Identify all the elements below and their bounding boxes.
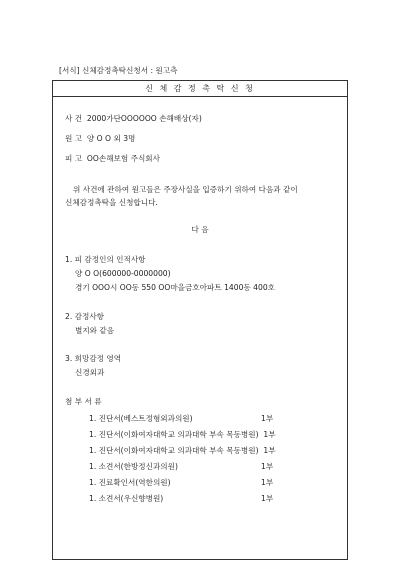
section1-name: 양 O O(600000-0000000) — [75, 269, 171, 278]
next-heading: 다 음 — [191, 225, 209, 234]
attachment-item — [89, 414, 273, 423]
attachment-name: 1. 소견서(우신향병원) — [89, 494, 164, 503]
section1-heading: 1. 피 감정인의 인적사항 — [65, 255, 146, 264]
section3-heading: 3. 희망감정 영역 — [65, 354, 122, 363]
defendant-row — [65, 154, 160, 163]
attachment-item — [89, 462, 273, 471]
document-title: 신 체 감 정 촉 탁 신 청 — [53, 81, 347, 97]
plaintiff-label: 원 고 — [65, 134, 83, 143]
attachment-item — [89, 446, 276, 455]
attachment-qty: 1부 — [261, 494, 274, 503]
section2-content: 별지와 같음 — [75, 326, 115, 335]
attachment-qty: 1부 — [261, 478, 274, 487]
defendant-value: OO손해보험 주식회사 — [86, 154, 160, 163]
attachment-name: 1. 진단서(이화여자대학교 의과대학 부속 목동병원) — [89, 446, 259, 455]
attachment-name: 1. 진단서(베스트정형외과의원) — [89, 414, 193, 423]
attachments-heading: 첨 부 서 류 — [65, 397, 102, 406]
attachment-item — [89, 494, 273, 503]
case-label: 사 건 — [65, 114, 83, 123]
plaintiff-value: 양 O O 외 3명 — [86, 134, 136, 143]
attachment-qty: 1부 — [261, 462, 274, 471]
attachment-item — [89, 478, 273, 487]
form-caption: [서식] 신체감정촉탁신청서 : 원고측 — [59, 66, 178, 75]
attachment-qty: 1부 — [263, 446, 276, 455]
attachment-name: 1. 소견서(한방정신과의원) — [89, 462, 178, 471]
attachment-name: 1. 진료확인서(역한의원) — [89, 478, 171, 487]
document-frame — [52, 80, 348, 560]
intro-line-2: 신체감정촉탁을 신청합니다. — [65, 198, 158, 207]
section3-content: 신경외과 — [75, 368, 105, 377]
section2-heading: 2. 감정사항 — [65, 312, 105, 321]
section1-address: 경기 OOO시 OO동 550 OO마을금호아파트 1400동 400호 — [75, 283, 275, 292]
intro-line-1: 위 사건에 관하여 원고들은 주장사실을 입증하기 위하여 다음과 같이 — [73, 185, 298, 194]
attachment-name: 1. 진단서(이화여자대학교 의과대학 부속 목동병원) — [89, 430, 259, 439]
attachment-qty: 1부 — [261, 414, 274, 423]
plaintiff-row — [65, 134, 135, 143]
defendant-label: 피 고 — [65, 154, 83, 163]
case-value: 2000가단OOOOOO 손해배상(자) — [86, 114, 202, 123]
attachment-item — [89, 430, 276, 439]
attachment-qty: 1부 — [263, 430, 276, 439]
case-row — [65, 114, 202, 123]
